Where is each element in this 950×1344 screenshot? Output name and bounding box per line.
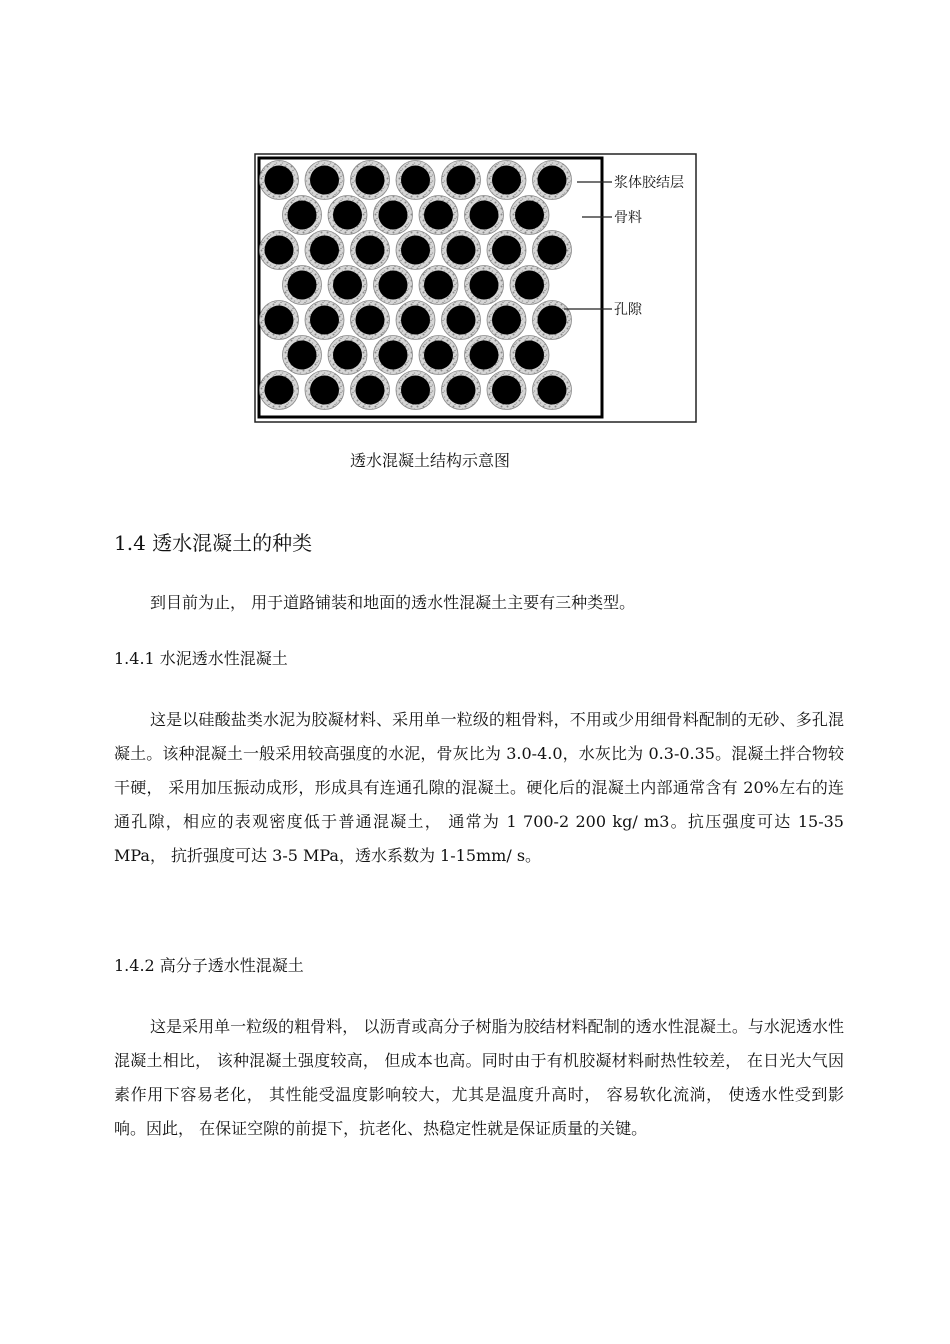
aggregate-particle <box>515 341 544 370</box>
aggregate-particle <box>401 166 430 195</box>
aggregate-particle <box>492 236 521 265</box>
aggregate-particle <box>492 306 521 335</box>
aggregate-particle <box>401 376 430 405</box>
aggregate-label: 骨料 <box>614 210 642 226</box>
polymer-concrete-paragraph: 这是采用单一粒级的粗骨料， 以沥青或高分子树脂为胶结材料配制的透水性混凝土。与水泥透水性混凝土相比， 该种混凝土强度较高， 但成本也高。同时由于有机胶凝材料耐热性较差， 在日光大气因素作用下容易老化， 其性能受温度影响较大，尤其是温度升高时， 容易软化流淌， 使透水性受到影响。因此， 在保证空隙的前提下，抗老化、热稳定性就是保证质量的关键。 <box>114 1017 844 1138</box>
aggregate-particle <box>379 271 408 300</box>
aggregate-particle <box>447 306 476 335</box>
aggregate-particle <box>424 341 453 370</box>
aggregate-particle <box>265 306 294 335</box>
aggregate-particle <box>538 376 567 405</box>
aggregate-particle <box>401 306 430 335</box>
aggregate-particle <box>447 376 476 405</box>
aggregate-particle <box>492 376 521 405</box>
aggregate-particle <box>470 271 499 300</box>
aggregate-particle <box>333 271 362 300</box>
aggregate-particle <box>288 271 317 300</box>
aggregate-particle <box>288 201 317 230</box>
cement-concrete-paragraph: 这是以硅酸盐类水泥为胶凝材料、采用单一粒级的粗骨料，不用或少用细骨料配制的无砂、多孔混凝土。该种混凝土一般采用较高强度的水泥，骨灰比为 3.0-4.0，水灰比为 0.3-0.35。混凝土拌合物较干硬， 采用加压振动成形，形成具有连通孔隙的混凝土。硬化后的混凝土内部通常含有 20%左右的连通孔隙，相应的表观密度低于普通混凝土， 通常为 1 700-2 200 kg/ m3。抗压强度可达 15-35 MPa， 抗折强度可达 3-5 MPa，透水系数为 1-15mm/ s。 <box>114 710 844 865</box>
aggregate-particle <box>265 376 294 405</box>
aggregate-particle <box>356 236 385 265</box>
aggregate-particle <box>515 271 544 300</box>
aggregate-particle <box>470 341 499 370</box>
concrete-structure-diagram <box>254 153 697 423</box>
pore-label: 孔隙 <box>614 302 642 318</box>
aggregate-particle <box>265 236 294 265</box>
subsection-heading-cement: 1.4.1 水泥透水性混凝土 <box>114 649 288 668</box>
section-intro-paragraph: 到目前为止， 用于道路铺装和地面的透水性混凝土主要有三种类型。 <box>150 593 636 612</box>
aggregate-particle <box>470 201 499 230</box>
aggregate-particle <box>401 236 430 265</box>
aggregate-particle <box>333 201 362 230</box>
aggregate-particle <box>447 166 476 195</box>
aggregate-particle <box>310 236 339 265</box>
figure-caption: 透水混凝土结构示意图 <box>349 451 510 470</box>
aggregate-particle <box>310 166 339 195</box>
aggregate-particle <box>538 306 567 335</box>
aggregate-particle <box>538 166 567 195</box>
aggregate-particle <box>424 201 453 230</box>
aggregate-particle <box>447 236 476 265</box>
aggregate-particle <box>310 306 339 335</box>
aggregate-particle <box>310 376 339 405</box>
aggregate-particle <box>333 341 362 370</box>
aggregate-particle <box>288 341 317 370</box>
aggregate-particle <box>356 166 385 195</box>
aggregate-particle <box>265 166 294 195</box>
aggregate-particle <box>356 306 385 335</box>
aggregate-particle <box>538 236 567 265</box>
aggregate-particle <box>356 376 385 405</box>
aggregate-particle <box>492 166 521 195</box>
paste-layer-label: 浆体胶结层 <box>614 175 684 191</box>
aggregate-particle <box>379 341 408 370</box>
subsection-heading-polymer: 1.4.2 高分子透水性混凝土 <box>114 956 304 975</box>
aggregate-particle <box>515 201 544 230</box>
aggregate-particle <box>379 201 408 230</box>
aggregate-particle <box>424 271 453 300</box>
section-heading: 1.4 透水混凝土的种类 <box>114 531 313 555</box>
